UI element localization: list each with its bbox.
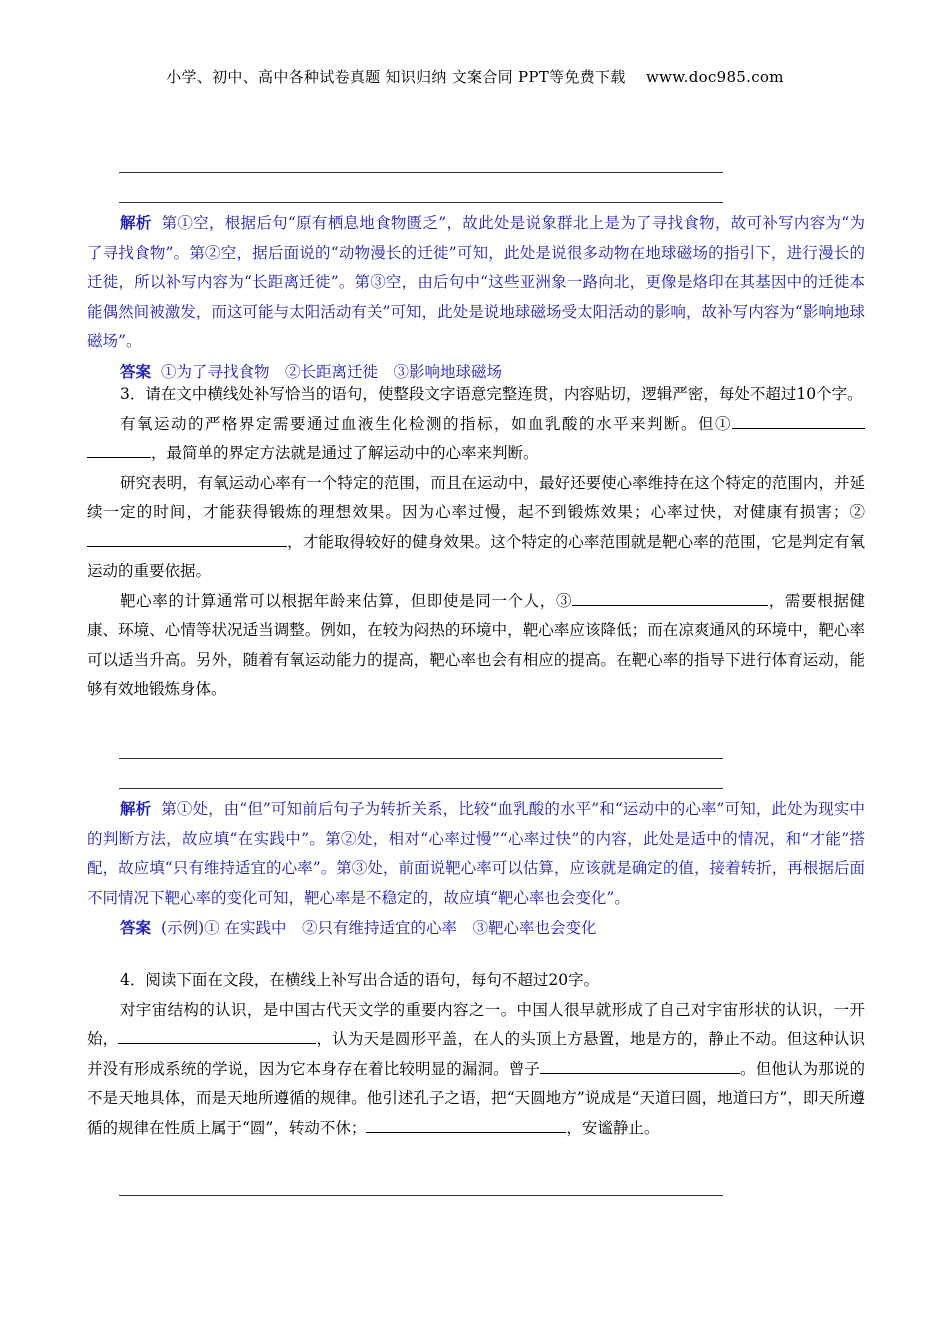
q3-stem: 3．请在文中横线处补写恰当的语句，使整段文字语意完整连贯，内容贴切，逻辑严密，每处不超过10个字。 <box>120 385 863 403</box>
page-header: 小学、初中、高中各种试卷真题 知识归纳 文案合同 PPT等免费下载 www.doc985.com <box>166 68 784 86</box>
blank-3[interactable] <box>366 1114 566 1133</box>
answer-line <box>119 1195 723 1196</box>
q4-text-a: 对宇宙结构的认识，是中国古代天文学的重要内容之一。中国人很早就形成了自己对宇宙形状的认识，一开始， <box>87 1000 865 1048</box>
q4-stem: 4．阅读下面在文段，在横线上补写出合适的语句，每句不超过20字。 <box>120 971 600 989</box>
blank-1-continued[interactable] <box>87 439 151 458</box>
question-4 <box>87 966 865 1143</box>
q2-solution <box>87 208 865 387</box>
q3-paragraph-1 <box>87 410 865 469</box>
answer-label: 答案 <box>120 361 152 381</box>
question-3 <box>87 380 865 705</box>
q2-analysis-text: 第①空，根据后句“原有栖息地食物匮乏”，故此处是说象群北上是为了寻找食物，故可补写内容为“为了寻找食物”。第②空，据后面说的“动物漫长的迁徙”可知，此处是说很多动物在地球磁场的指引下，进行漫长的迁徙，所以补写内容为“长距离迁徙”。第③空，由后句中“这些亚洲象一路向北，更像是烙印在其基因中的迁徙本能偶然间被激发，而这可能与太阳活动有关”可知，此处是说地球磁场受太阳活动的影响，故补写内容为“影响地球磁场”。 <box>87 214 865 350</box>
q4-paragraph <box>87 996 865 1144</box>
blank-2[interactable] <box>540 1055 740 1074</box>
q4-text-c: 。但他认为那说的不是天地具体，而是天地所遵循的规律。他引述孔子之语，把“天圆地方”说成是“天道曰圆，地道曰方”，即天所遵循的规律在性质上属于“圆”，转动不休； <box>87 1059 865 1137</box>
blank-1[interactable] <box>732 410 865 429</box>
blank-3[interactable] <box>572 587 768 606</box>
q3-paragraph-3 <box>87 587 865 705</box>
q3-answer <box>87 913 865 944</box>
answer-line <box>119 202 723 203</box>
q4-text-b: ，认为天是圆形平盖，在人的头顶上方悬置，地是方的，静止不动。但这种认识并没有形成系统的学说，因为它本身存在着比较明显的漏洞。曾子 <box>87 1030 865 1078</box>
blank-2[interactable] <box>87 528 287 547</box>
q3-p1-text-b: ，最简单的界定方法就是通过了解运动中的心率来判断。 <box>151 444 539 462</box>
answer-label: 答案 <box>120 918 152 937</box>
blank-1[interactable] <box>118 1025 316 1044</box>
q3-p2-text-a: 研究表明，有氧运动心率有一个特定的范围，而且在运动中，最好还要使心率维持在这个特定的范围内，并延续一定的时间，才能获得锻炼的理想效果。因为心率过慢，起不到锻炼效果；心率过快，对健康有损害；② <box>87 473 865 521</box>
q3-solution <box>87 794 865 944</box>
answer-line <box>119 758 723 759</box>
q4-text-d: ，安谧静止。 <box>566 1118 660 1137</box>
q3-p1-text-a: 有氧运动的严格界定需要通过血液生化检测的指标，如血乳酸的水平来判断。但① <box>120 414 732 433</box>
answer-line <box>119 172 723 173</box>
q3-p3-text-a: 靶心率的计算通常可以根据年龄来估算，但即使是同一个人，③ <box>120 591 573 610</box>
q3-analysis-text: 第①处，由“但”可知前后句子为转折关系，比较“血乳酸的水平”和“运动中的心率”可知，此处为现实中的判断方法，故应填“在实践中”。第②处，相对“心率过慢”“心率过快”的内容，此处是适中的情况，和“才能”搭配，故应填“只有维持适宜的心率”。第③处，前面说靶心率可以估算，应该就是确定的值，接着转折，再根据后面不同情况下靶心率的变化可知，靶心率是不稳定的，故应填“靶心率也会变化”。 <box>87 800 865 907</box>
q3-p2-text-b: ，才能取得较好的健身效果。这个特定的心率范围就是靶心率的范围，它是判定有氧运动的重要依据。 <box>87 532 865 580</box>
q2-answer-text: ①为了寻找食物 ②长距离迁徙 ③影响地球磁场 <box>161 362 503 381</box>
analysis-label: 解析 <box>120 213 152 232</box>
analysis-label: 解析 <box>120 799 152 818</box>
q2-analysis <box>87 208 865 357</box>
q3-paragraph-2 <box>87 469 865 587</box>
q3-answer-text: (示例)① 在实践中 ②只有维持适宜的心率 ③靶心率也会变化 <box>161 919 597 937</box>
q3-p3-text-b: ，需要根据健康、环境、心情等状况适当调整。例如，在较为闷热的环境中，靶心率应该降低；而在凉爽通风的环境中，靶心率可以适当升高。另外，随着有氧运动能力的提高，靶心率也会有相应的提高。在靶心率的指导下进行体育运动，能够有效地锻炼身体。 <box>87 591 865 698</box>
answer-line <box>119 788 723 789</box>
q3-analysis <box>87 794 865 913</box>
